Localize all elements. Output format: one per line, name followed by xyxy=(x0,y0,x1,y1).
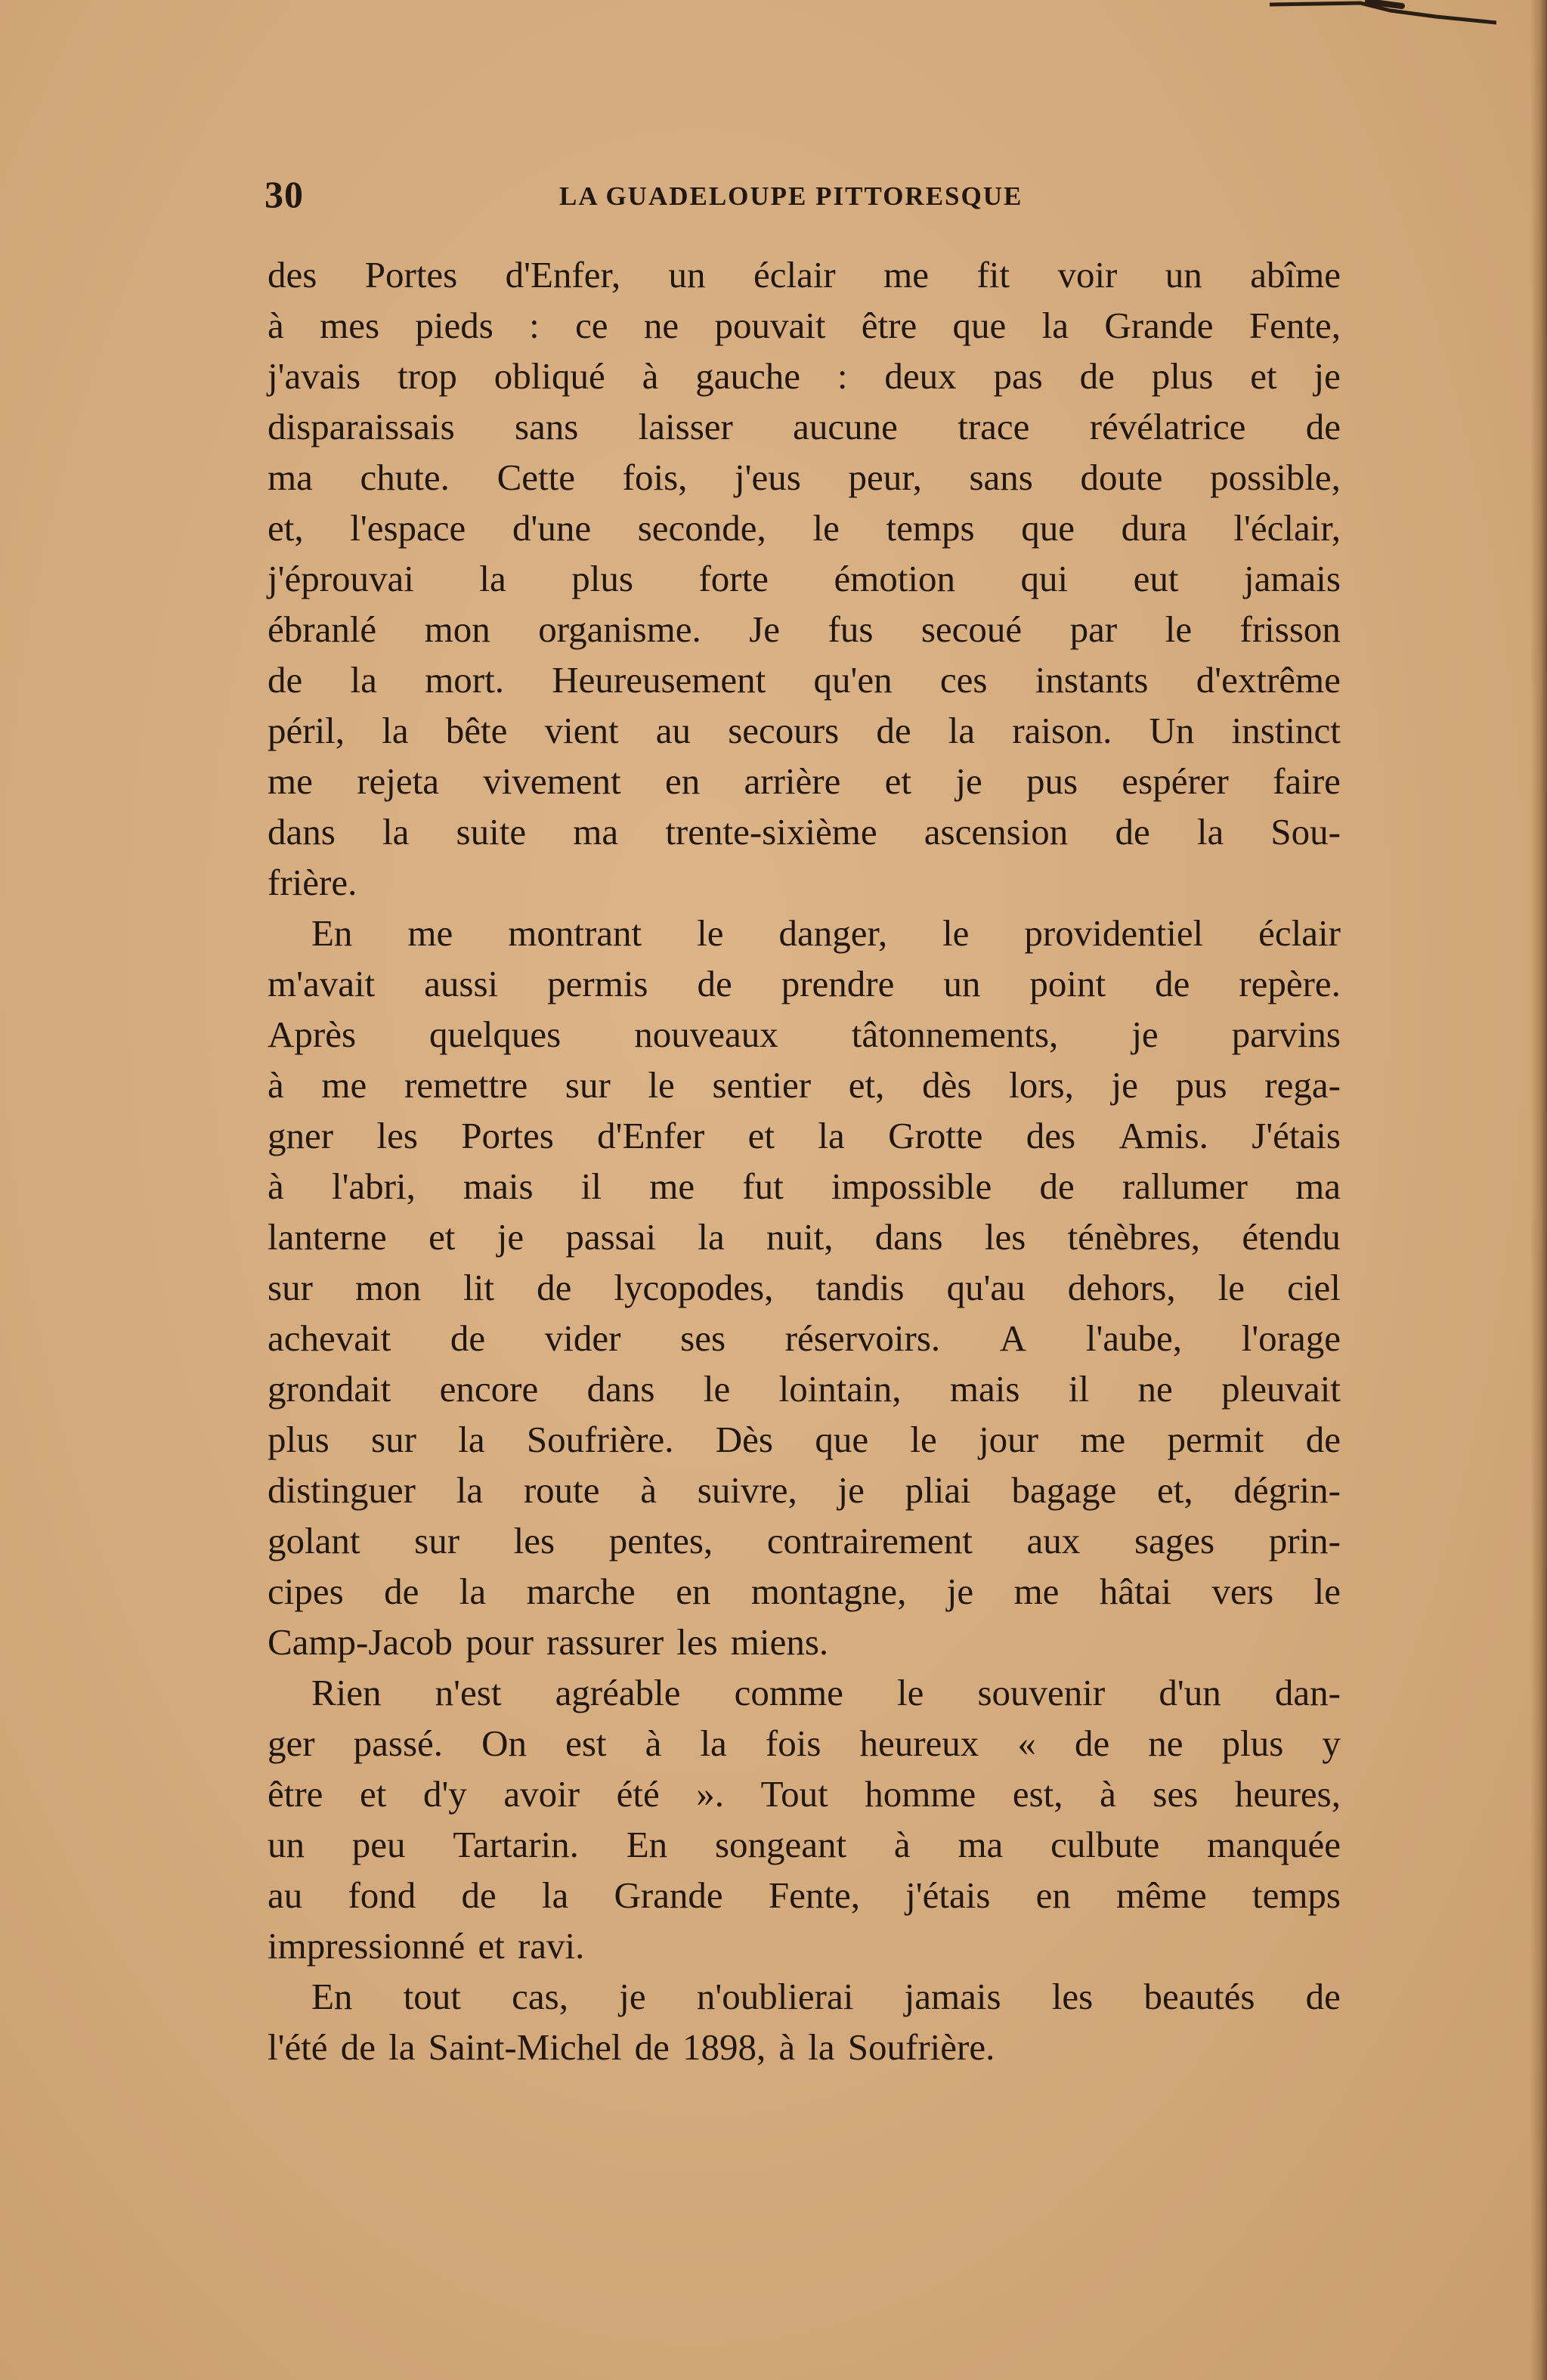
text-line: frière. xyxy=(268,862,357,903)
text-line: des Portes d'Enfer, un éclair me fit voir un abîme xyxy=(268,254,1341,296)
text-line: lanterne et je passai la nuit, dans les ténèbres, étendu xyxy=(268,1216,1341,1258)
running-title: LA GUADELOUPE PITTORESQUE xyxy=(559,181,1023,211)
text-line: un peu Tartarin. En songeant à ma culbute manquée xyxy=(268,1824,1341,1865)
page-header xyxy=(265,172,1345,225)
text-line: ma chute. Cette fois, j'eus peur, sans doute possible, xyxy=(268,457,1341,498)
text-line: cipes de la marche en montagne, je me hâtai vers le xyxy=(268,1571,1341,1612)
text-line: m'avait aussi permis de prendre un point de repère. xyxy=(268,963,1341,1004)
text-line: distinguer la route à suivre, je pliai bagage et, dégrin- xyxy=(268,1469,1341,1511)
text-line: ébranlé mon organisme. Je fus secoué par le frisson xyxy=(268,608,1341,650)
text-line: Camp-Jacob pour rassurer les miens. xyxy=(268,1621,829,1663)
text-line: être et d'y avoir été ». Tout homme est, à ses heures, xyxy=(268,1773,1341,1815)
text-line: l'été de la Saint-Michel de 1898, à la Soufrière. xyxy=(268,2026,995,2068)
body-text xyxy=(268,249,1341,2072)
text-line: à l'abri, mais il me fut impossible de rallumer ma xyxy=(268,1165,1341,1207)
text-line: plus sur la Soufrière. Dès que le jour me permit de xyxy=(268,1419,1341,1460)
text-line: à me remettre sur le sentier et, dès lors, je pus rega- xyxy=(268,1064,1341,1106)
text-line: gner les Portes d'Enfer et la Grotte des Amis. J'étais xyxy=(268,1115,1341,1156)
text-line: Rien n'est agréable comme le souvenir d'un dan- xyxy=(311,1672,1341,1713)
text-line: impressionné et ravi. xyxy=(268,1925,585,1967)
text-line: Après quelques nouveaux tâtonnements, je parvins xyxy=(268,1014,1341,1055)
text-line: sur mon lit de lycopodes, tandis qu'au dehors, le ciel xyxy=(268,1267,1341,1308)
text-line: dans la suite ma trente-sixième ascension de la Sou- xyxy=(268,811,1341,853)
text-line: me rejeta vivement en arrière et je pus espérer faire xyxy=(268,760,1341,802)
text-line: grondait encore dans le lointain, mais il ne pleuvait xyxy=(268,1368,1341,1410)
ink-smudge-mark xyxy=(1270,0,1496,30)
text-line: achevait de vider ses réservoirs. A l'aube, l'orage xyxy=(268,1317,1341,1359)
text-line: à mes pieds : ce ne pouvait être que la Grande Fente, xyxy=(268,305,1341,346)
text-line: j'éprouvai la plus forte émotion qui eut jamais xyxy=(268,558,1341,599)
page-number: 30 xyxy=(265,173,304,215)
text-line: j'avais trop obliqué à gauche : deux pas de plus et je xyxy=(268,355,1341,397)
text-line: disparaissais sans laisser aucune trace révélatrice de xyxy=(268,406,1341,447)
text-line: ger passé. On est à la fois heureux « de ne plus y xyxy=(268,1722,1341,1764)
text-line: En me montrant le danger, le providentiel éclair xyxy=(311,912,1341,954)
text-line: au fond de la Grande Fente, j'étais en même temps xyxy=(268,1874,1341,1916)
text-line: péril, la bête vient au secours de la raison. Un instinct xyxy=(268,710,1341,751)
text-line: et, l'espace d'une seconde, le temps que dura l'éclair, xyxy=(268,507,1341,549)
text-line: En tout cas, je n'oublierai jamais les beautés de xyxy=(311,1976,1341,2017)
page-edge-shadow xyxy=(1530,0,1547,2380)
text-line: golant sur les pentes, contrairement aux sages prin- xyxy=(268,1520,1341,1561)
text-line: de la mort. Heureusement qu'en ces instants d'extrême xyxy=(268,659,1341,701)
